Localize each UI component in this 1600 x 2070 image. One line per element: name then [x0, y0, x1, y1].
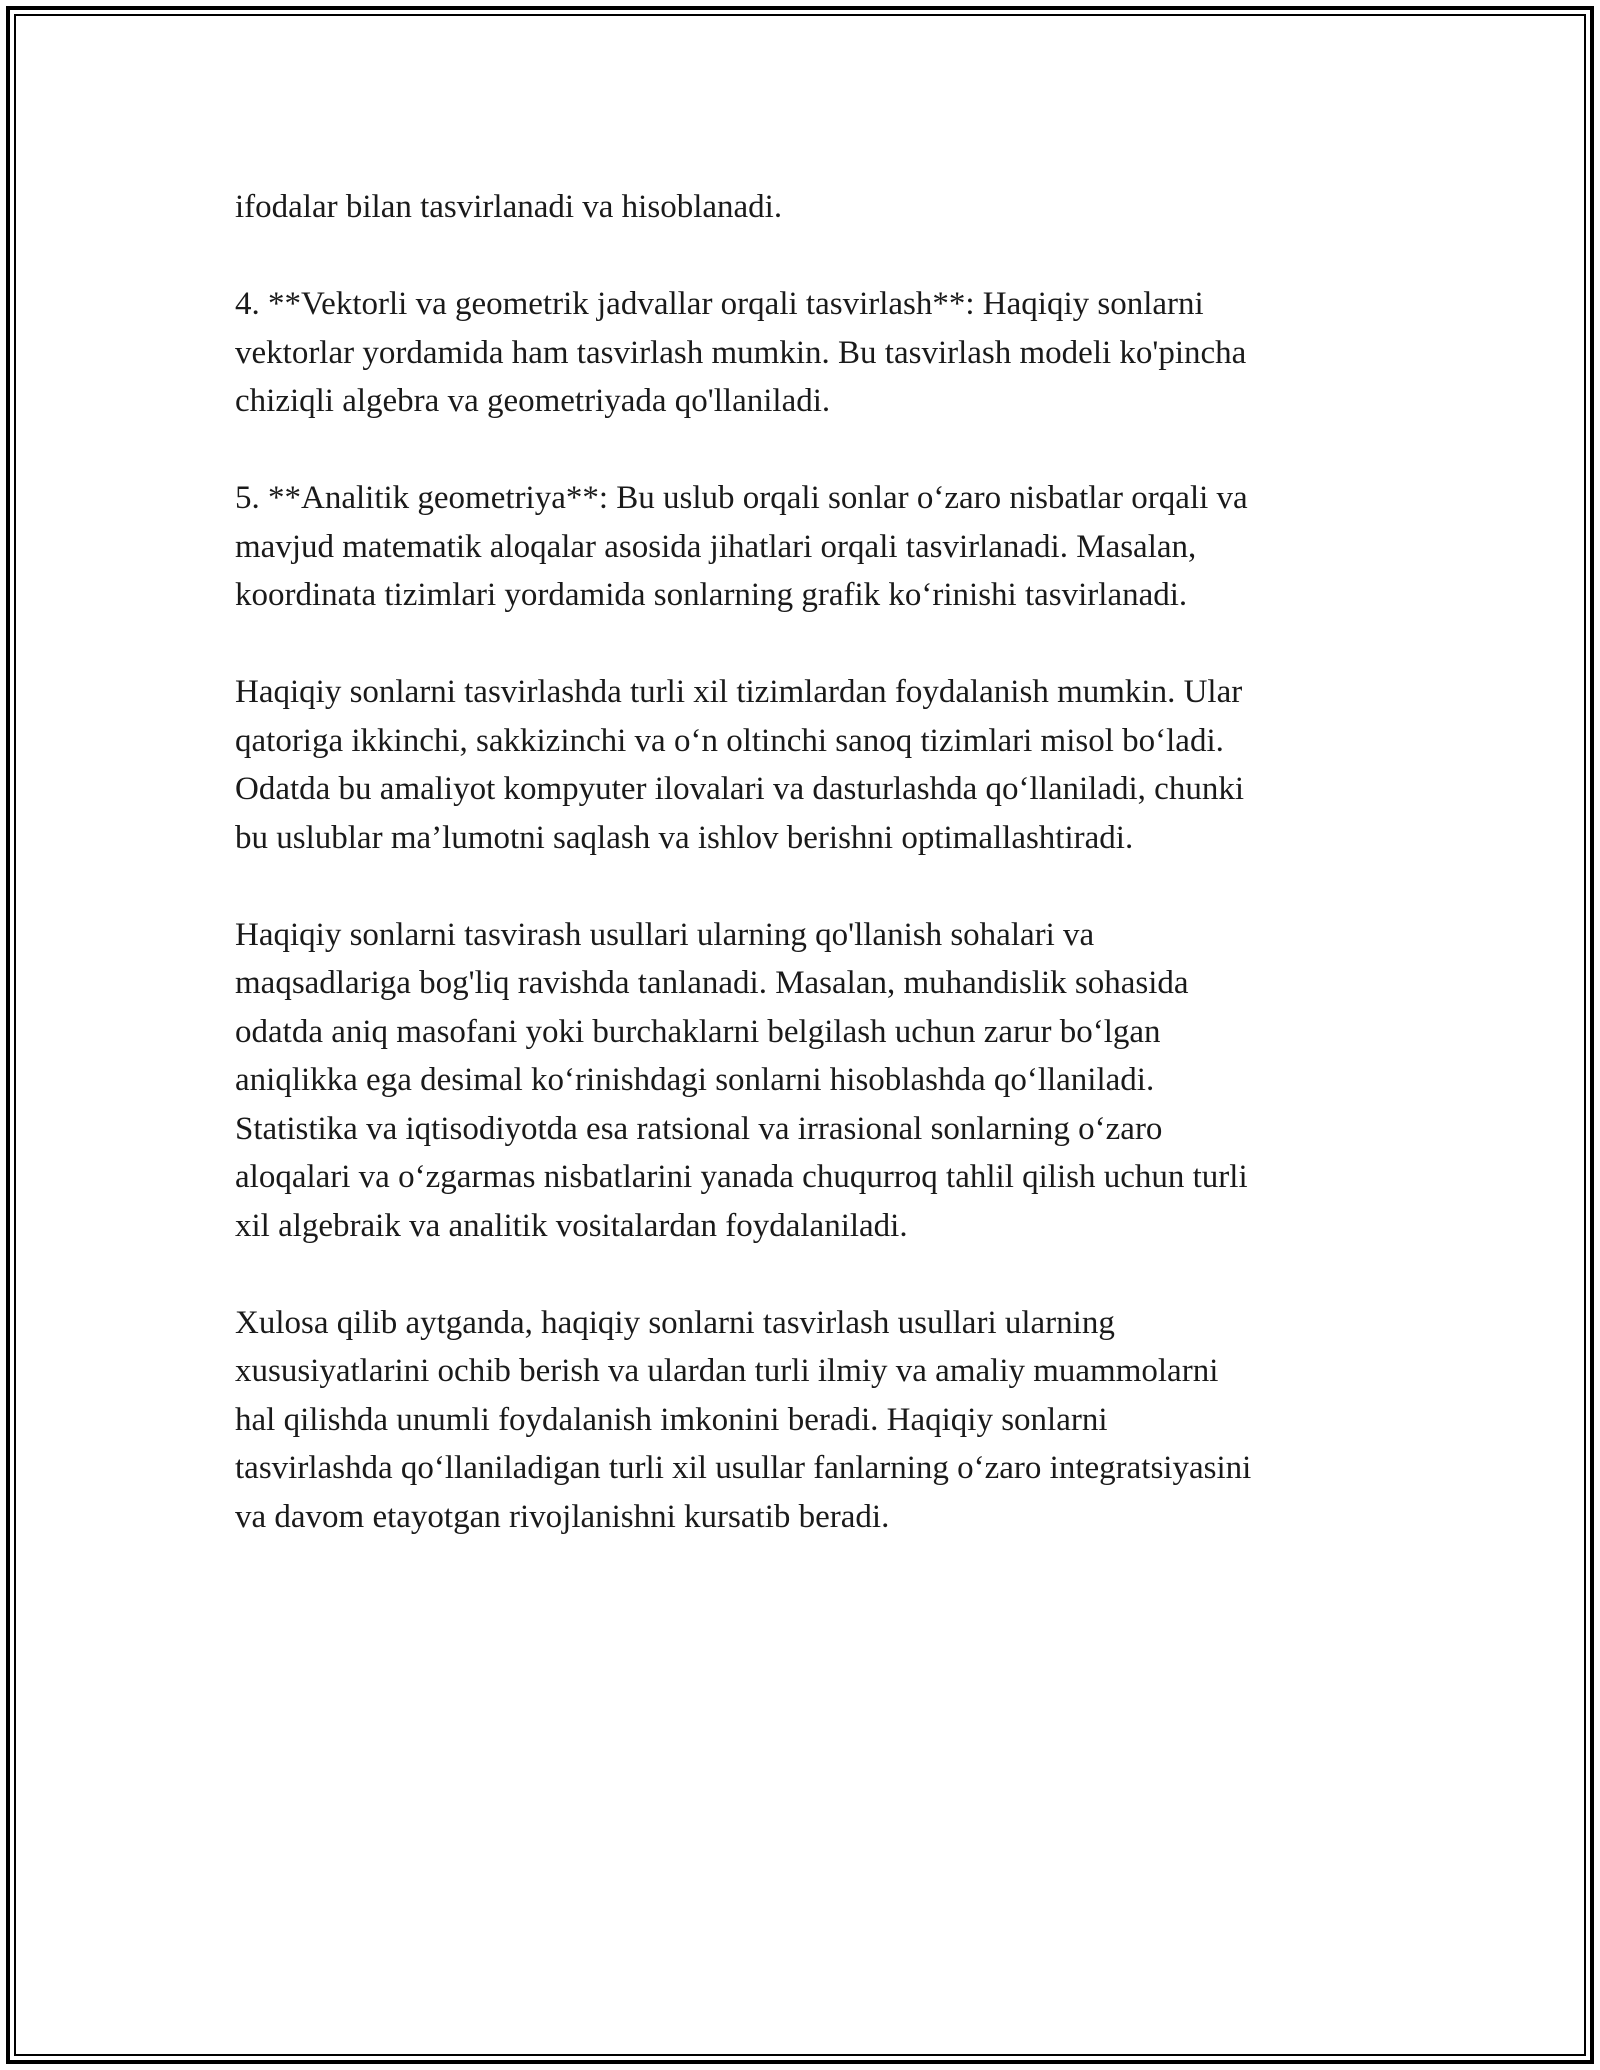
- text-line: hal qilishda unumli foydalanish imkonini beradi. Haqiqiy sonlarni: [235, 1401, 1108, 1438]
- text-line: aloqalari va o‘zgarmas nisbatlarini yanada chuqurroq tahlil qilish uchun turli: [235, 1159, 1248, 1195]
- text-line: Odatda bu amaliyot kompyuter ilovalari va dasturlashda qo‘llaniladi, chunki: [235, 771, 1244, 807]
- text-line: chiziqli algebra va geometriyada qo'llaniladi.: [235, 383, 831, 419]
- text-line: Statistika va iqtisodiyotda esa ratsional va irrasional sonlarning o‘zaro: [235, 1110, 1163, 1147]
- paragraph-item-4-vector-representation: [235, 280, 1365, 426]
- paragraph-continuation: [235, 183, 1365, 232]
- text-line: va davom etayotgan rivojlanishni kursatib beradi.: [235, 1498, 890, 1535]
- text-line: Haqiqiy sonlarni tasvirash usullari ularning qo'llanish sohalari va: [235, 916, 1095, 953]
- text-line: vektorlar yordamida ham tasvirlash mumkin. Bu tasvirlash modeli ko'pincha: [235, 334, 1247, 371]
- text-line: mavjud matematik aloqalar asosida jihatlari orqali tasvirlanadi. Masalan,: [235, 528, 1197, 565]
- paragraph-conclusion: [235, 1299, 1365, 1542]
- text-line: xil algebraik va analitik vositalardan foydalaniladi.: [235, 1207, 908, 1244]
- text-line: Haqiqiy sonlarni tasvirlashda turli xil tizimlardan foydalanish mumkin. Ular: [235, 674, 1243, 710]
- text-line: Xulosa qilib aytganda, haqiqiy sonlarni tasvirlash usullari ularning: [235, 1304, 1115, 1341]
- paragraph-number-systems: [235, 668, 1365, 862]
- text-line: odatda aniq masofani yoki burchaklarni belgilash uchun zarur bo‘lgan: [235, 1013, 1161, 1050]
- text-line: xususiyatlarini ochib berish va ulardan turli ilmiy va amaliy muammolarni: [235, 1353, 1219, 1389]
- text-line: bu uslublar ma’lumotni saqlash va ishlov berishni optimallashtiradi.: [235, 819, 1134, 856]
- text-line: 5. **Analitik geometriya**: Bu uslub orqali sonlar o‘zaro nisbatlar orqali va: [235, 480, 1248, 516]
- document-body: [235, 183, 1365, 1590]
- text-line: qatoriga ikkinchi, sakkizinchi va o‘n oltinchi sanoq tizimlari misol bo‘ladi.: [235, 722, 1224, 759]
- text-line: aniqlikka ega desimal ko‘rinishdagi sonlarni hisoblashda qo‘llaniladi.: [235, 1062, 1155, 1098]
- text-line: maqsadlariga bog'liq ravishda tanlanadi. Masalan, muhandislik sohasida: [235, 965, 1189, 1001]
- text-line: tasvirlashda qo‘llaniladigan turli xil usullar fanlarning o‘zaro integratsiyasini: [235, 1450, 1252, 1486]
- text-line: ifodalar bilan tasvirlanadi va hisoblanadi.: [235, 189, 783, 225]
- text-line: 4. **Vektorli va geometrik jadvallar orqali tasvirlash**: Haqiqiy sonlarni: [235, 286, 1204, 322]
- paragraph-item-5-analytic-geometry: [235, 474, 1365, 620]
- text-line: koordinata tizimlari yordamida sonlarning grafik ko‘rinishi tasvirlanadi.: [235, 577, 1188, 613]
- paragraph-application-areas: [235, 911, 1365, 1251]
